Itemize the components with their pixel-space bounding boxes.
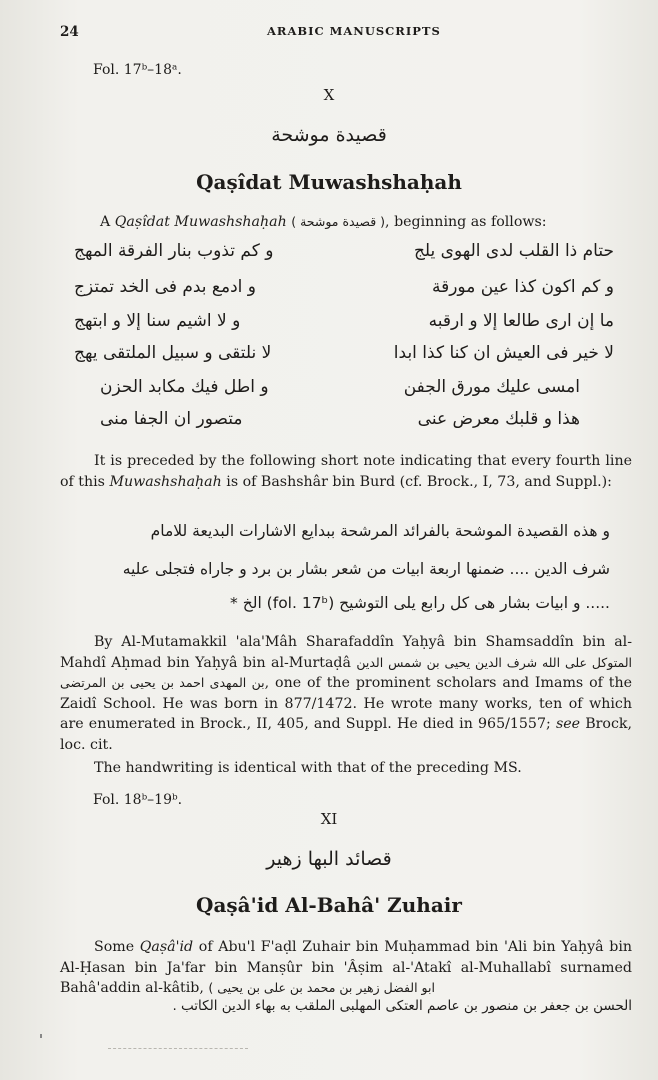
- scan-mark-dashes: [108, 1048, 248, 1049]
- intro-paragraph: [100, 212, 620, 233]
- entry-numeral-x: X: [323, 86, 335, 104]
- intro-tail: , beginning as follows:: [385, 214, 547, 230]
- entry-xi-text-1: Some: [94, 939, 140, 955]
- verse-hemistich-left: و ادمع بدم فى الخد تمتزج: [74, 277, 256, 297]
- verse-hemistich-left: متصور ان الجفا منى: [100, 409, 243, 429]
- verse-hemistich-right: ما إن ارى طالعا إلا و ارقبه: [428, 311, 614, 331]
- verse-row: [74, 272, 614, 302]
- verse-hemistich-left: لا نلتقى و سبيل الملتقى يهج: [74, 343, 272, 363]
- entry-xi-arabic-line: الحسن بن جعفر بن منصور بن عاصم العتكى المهلبى الملقب به بهاء الدين الكاتب .: [172, 998, 632, 1014]
- verse-hemistich-left: و لا اشيم سنا إلا و ابتهج: [74, 311, 241, 331]
- folio-reference-xi: Fol. 18ᵇ–19ᵇ.: [93, 792, 183, 808]
- note-text-2: is of Bashshâr bin Burd (cf. Brock., I, 73, and Suppl.):: [221, 473, 612, 490]
- verse-hemistich-right: هذا و قلبك معرض عنى: [417, 409, 580, 429]
- verse-hemistich-right: حتام ذا القلب لدى الهوى يلج: [413, 241, 614, 261]
- author-text-2: , one of the prominent scholars and Imams of the Zaidî School. He was born in 877/1472. He wrote many works, ten of which are enumerated in Brock., II, 405, and Suppl. He died in 965/1557;: [60, 675, 633, 732]
- author-text-3: Brock, loc. cit.: [60, 716, 633, 753]
- entry-xi-paragraph: [60, 937, 632, 999]
- intro-name: Qaṣîdat Muwashshaḥah: [114, 214, 287, 230]
- arabic-note-line: ..... و ابيات بشار هى كل رابع يلى التوشيح (fol. 17ᵇ) الخ *: [230, 594, 610, 612]
- entry-numeral-xi: XI: [320, 810, 338, 828]
- verse-hemistich-left: و اطل فيك مكابد الحزن: [100, 377, 269, 397]
- author-text-1: By Al-Mutamakkil 'ala'Mâh Sharafaddîn Yaḥyâ bin Shamsaddîn bin al-Mahdî Aḥmad bin Yaḥyâ bin al-Murtaḍâ: [60, 634, 632, 671]
- folio-reference-x: Fol. 17ᵇ–18ᵃ.: [93, 62, 182, 78]
- running-head: [60, 24, 598, 40]
- page-number: 24: [60, 24, 79, 40]
- entry-xi-arabic-1: ( ابو الفضل زهير بن محمد بن على بن يحيى: [208, 980, 435, 995]
- author-arabic-name: المتوكل على الله شرف الدين يحيى بن شمس الدين بن المهدى احمد بن يحيى بن المرتضى: [60, 654, 632, 690]
- author-paragraph: [60, 632, 632, 755]
- verse-hemistich-left: و كم تذوب بنار الفرقة المهج: [74, 241, 274, 261]
- intro-arabic: ( قصيدة موشحة ): [291, 214, 386, 229]
- note-paragraph: [60, 451, 632, 492]
- running-title: ARABIC MANUSCRIPTS: [267, 24, 441, 38]
- arabic-title-xi: قصائد البها زهير: [266, 848, 392, 870]
- author-see: see: [555, 716, 581, 732]
- verse-hemistich-right: لا خير فى العيش ان كنا كذا ابدا: [393, 343, 614, 363]
- entry-title-xi: Qaṣâ'id Al-Bahâ' Zuhair: [196, 893, 462, 917]
- verse-row: [74, 306, 614, 336]
- arabic-note-line: شرف الدين .... ضمنها اربعة ابيات من شعر بشار بن برد و جاراه فتجلى عليه: [122, 560, 610, 578]
- arabic-note-line: و هذه القصيدة الموشحة بالفرائد المرشحة ببدايع الاشارات البديعة للامام: [150, 522, 610, 540]
- entry-xi-text-2: of Abu'l F'aḍl Zuhair bin Muḥammad bin 'Ali bin Yaḥyâ bin Al-Ḥasan bin Ja'far bin Manṣûr bin 'Âṣim al-'Atakî al-Muhallabî surnamed Bahâ'addin al-kâtib,: [60, 939, 632, 996]
- verse-row: [74, 338, 614, 368]
- entry-title-x: Qaṣîdat Muwashshaḥah: [196, 170, 462, 194]
- verse-hemistich-right: و كم اكون كذا عين مورقة: [431, 277, 614, 297]
- note-name: Muwashshaḥah: [109, 473, 222, 490]
- handwriting-note: The handwriting is identical with that of the preceding MS.: [94, 760, 522, 776]
- arabic-title-x: قصيدة موشحة: [271, 124, 387, 146]
- entry-xi-name: Qaṣâ'id: [139, 939, 194, 955]
- verse-row: [100, 372, 580, 402]
- verse-hemistich-right: امسى عليك مورق الجفن: [403, 377, 580, 397]
- intro-lead: A: [100, 214, 115, 230]
- scan-mark-tick: [40, 1034, 42, 1038]
- verse-row: [74, 236, 614, 266]
- note-text-1: It is preceded by the following short note indicating that every fourth line of this: [60, 453, 632, 490]
- verse-row: [100, 404, 580, 434]
